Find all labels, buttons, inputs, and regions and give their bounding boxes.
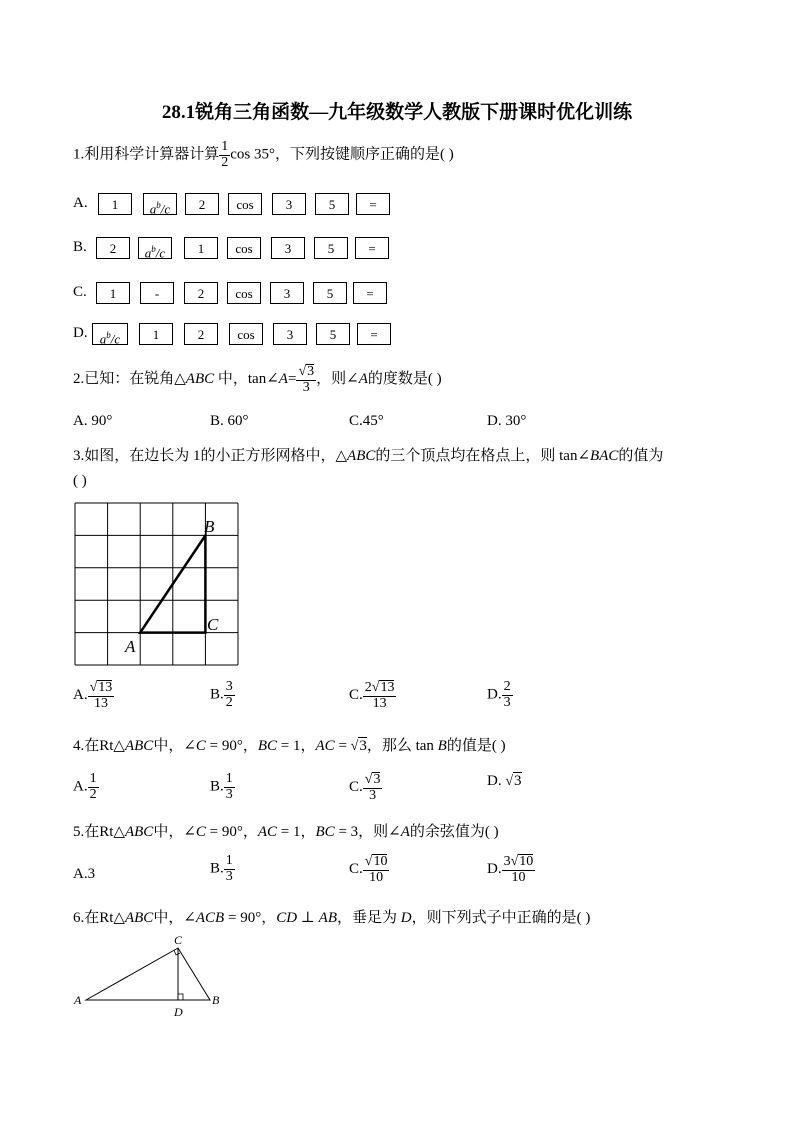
q6-text-c: = 90°，: [224, 910, 277, 926]
calc-key: -: [140, 282, 174, 304]
q4-text-d: = 1，: [277, 738, 316, 754]
q1-prefix: 1.利用科学计算器计算: [73, 146, 220, 163]
question-6: [73, 906, 590, 927]
q6-perp: ⊥: [297, 910, 319, 926]
label-a6: A: [74, 993, 82, 1007]
q2-angle: A: [278, 371, 288, 388]
question-5: [73, 820, 499, 841]
q6-ab: AB: [318, 910, 337, 926]
q3-grid-figure: [70, 498, 246, 670]
q2-fraction: $\frac{√3}{3}$: [298, 364, 315, 395]
calc-key: 3: [273, 323, 307, 345]
question-3: [73, 444, 663, 465]
calc-key: 5: [313, 282, 347, 304]
q1-frac-den: 2: [221, 154, 229, 170]
calc-key: 1: [98, 193, 132, 215]
calc-key: cos: [227, 282, 261, 304]
q2-eq: =: [287, 371, 297, 388]
calc-key: $a^b/c$: [92, 323, 128, 345]
q5-text-d: = 1，: [277, 824, 316, 840]
triangle-abc-6: [86, 948, 210, 1000]
q2-suffix2: 的度数是( ): [367, 371, 442, 388]
calc-key: cos: [229, 323, 263, 345]
q4-option-d[interactable]: D. √3: [487, 773, 522, 789]
q4-rad: 3: [359, 738, 367, 754]
q1-option-label-3[interactable]: D.: [73, 325, 88, 341]
calc-key: 3: [270, 282, 304, 304]
q4-text-g: 的值是( ): [446, 738, 506, 754]
q6-text-a: 6.在Rt△: [73, 910, 125, 926]
q4-ac: AC: [315, 738, 335, 754]
q5-ac: AC: [257, 824, 278, 840]
q4-option-b[interactable]: B. $\frac{1}{3}$: [210, 771, 233, 802]
calc-key: =: [357, 323, 391, 345]
q6-triangle: ABC: [124, 910, 154, 926]
q6-text-d: ，垂足为: [336, 910, 401, 926]
q6-text-e: ，则下列式子中正确的是( ): [411, 910, 591, 926]
q6-text-b: 中，∠: [153, 910, 196, 926]
q2-triangle: ABC: [185, 371, 215, 388]
q4-text-f: ，那么 tan: [366, 738, 438, 754]
q1-option-label-2[interactable]: C.: [73, 284, 87, 300]
q6-triangle-figure: [70, 930, 230, 1022]
calc-key: cos: [227, 237, 261, 259]
calc-key: 5: [316, 323, 350, 345]
calc-key: =: [353, 282, 387, 304]
q2-option-a[interactable]: A. 90°: [73, 413, 113, 429]
q4-b: B: [437, 738, 447, 754]
q1-suffix: ，下列按键顺序正确的是( ): [275, 146, 454, 163]
label-a: A: [125, 637, 136, 656]
q3-line1: 3.如图，在边长为 1的小正方形网格中，△: [73, 448, 348, 464]
q5-triangle: ABC: [124, 824, 154, 840]
q5-option-a[interactable]: A.3: [73, 866, 96, 882]
q5-text-f: 的余弦值为( ): [409, 824, 499, 840]
calc-key: 1: [184, 237, 218, 259]
calc-key: 5: [314, 237, 348, 259]
q2-option-b[interactable]: B. 60°: [210, 413, 249, 429]
q4-c: C: [195, 738, 206, 754]
q4-text-c: = 90°，: [205, 738, 258, 754]
q1-frac-num: 1: [221, 139, 229, 154]
q2-option-c[interactable]: C.45°: [349, 413, 384, 429]
q3-line1b: 的三个顶点均在格点上，则 tan∠: [375, 448, 591, 464]
q2-option-d[interactable]: D. 30°: [487, 413, 527, 429]
question-4: 4.在Rt△ABC中，∠C = 90°，BC = 1，AC = √3，那么 tan B的值是( ): [73, 738, 506, 754]
q4-triangle: ABC: [124, 738, 154, 754]
q3-option-a[interactable]: A. $\frac{√13}{13}$: [73, 680, 113, 711]
calc-key: =: [356, 193, 390, 215]
q2-frac-num: 3: [307, 364, 315, 379]
q1-option-label-0[interactable]: A.: [73, 195, 88, 211]
q4-option-a[interactable]: A. $\frac{1}{2}$: [73, 771, 97, 802]
q5-option-d[interactable]: D. $\frac{3√10}{10}$: [487, 854, 534, 885]
q2-prefix: 2.已知：在锐角△: [73, 371, 186, 388]
q5-text-c: = 90°，: [205, 824, 258, 840]
q3-triangle: ABC: [347, 448, 376, 464]
q5-c: C: [195, 824, 206, 840]
calc-key: $a^b/c$: [143, 193, 177, 215]
label-b: B: [204, 517, 215, 536]
q2-mid: 中，tan∠: [217, 371, 279, 388]
calc-key: 1: [96, 282, 130, 304]
calc-key: 1: [139, 323, 173, 345]
q1-fraction: [219, 140, 230, 170]
calc-key: 5: [315, 193, 349, 215]
q3-option-b[interactable]: B. $\frac{3}{2}$: [210, 679, 233, 710]
q1-expr: cos 35°: [230, 146, 276, 163]
label-d6: D: [174, 1005, 183, 1019]
q5-text-b: 中，∠: [153, 824, 196, 840]
calc-key: =: [355, 237, 389, 259]
q2-angle2: A: [358, 371, 368, 388]
question-2: [73, 364, 442, 395]
q2-suffix: ，则∠: [316, 371, 359, 388]
q3-option-d[interactable]: D. $\frac{2}{3}$: [487, 679, 511, 710]
calc-key: 2: [184, 282, 218, 304]
calc-key: 2: [96, 237, 130, 259]
q5-option-c[interactable]: C. $\frac{√10}{10}$: [349, 854, 388, 885]
q3-angle: BAC: [590, 448, 619, 464]
q4-text-a: 4.在Rt△: [73, 738, 125, 754]
label-c: C: [207, 615, 219, 634]
q3-paren: ( ): [73, 473, 87, 489]
q5-text-a: 5.在Rt△: [73, 824, 125, 840]
calc-key: cos: [228, 193, 262, 215]
calc-key: $a^b/c$: [138, 237, 172, 259]
q4-text-e: =: [334, 738, 351, 754]
label-c6: C: [174, 933, 183, 947]
right-angle-d: [178, 994, 183, 1000]
page-title: 28.1锐角三角函数—九年级数学人教版下册课时优化训练: [161, 102, 633, 123]
calc-key: 2: [184, 323, 218, 345]
q2-frac-den: 3: [302, 379, 310, 395]
calc-key: 3: [272, 193, 306, 215]
q4-text-b: 中，∠: [153, 738, 196, 754]
q1-option-label-1[interactable]: B.: [73, 239, 87, 255]
q5-a: A: [400, 824, 410, 840]
right-angle-c: [174, 950, 180, 955]
q5-text-e: = 3，则∠: [334, 824, 401, 840]
q3-option-c[interactable]: C. $\frac{2√13}{13}$: [349, 680, 395, 711]
q6-d: D: [400, 910, 412, 926]
q3-line1c: 的值为: [618, 448, 664, 464]
q4-option-c[interactable]: C. $\frac{√3}{3}$: [349, 772, 381, 803]
calc-key: 2: [185, 193, 219, 215]
q6-acb: ACB: [195, 910, 225, 926]
q5-option-b[interactable]: B. $\frac{1}{3}$: [210, 853, 233, 884]
q6-cd: CD: [276, 910, 298, 926]
q5-bc: BC: [315, 824, 335, 840]
calc-key: 3: [271, 237, 305, 259]
question-1: [73, 140, 454, 170]
label-b6: B: [212, 993, 220, 1007]
q4-bc: BC: [257, 738, 278, 754]
